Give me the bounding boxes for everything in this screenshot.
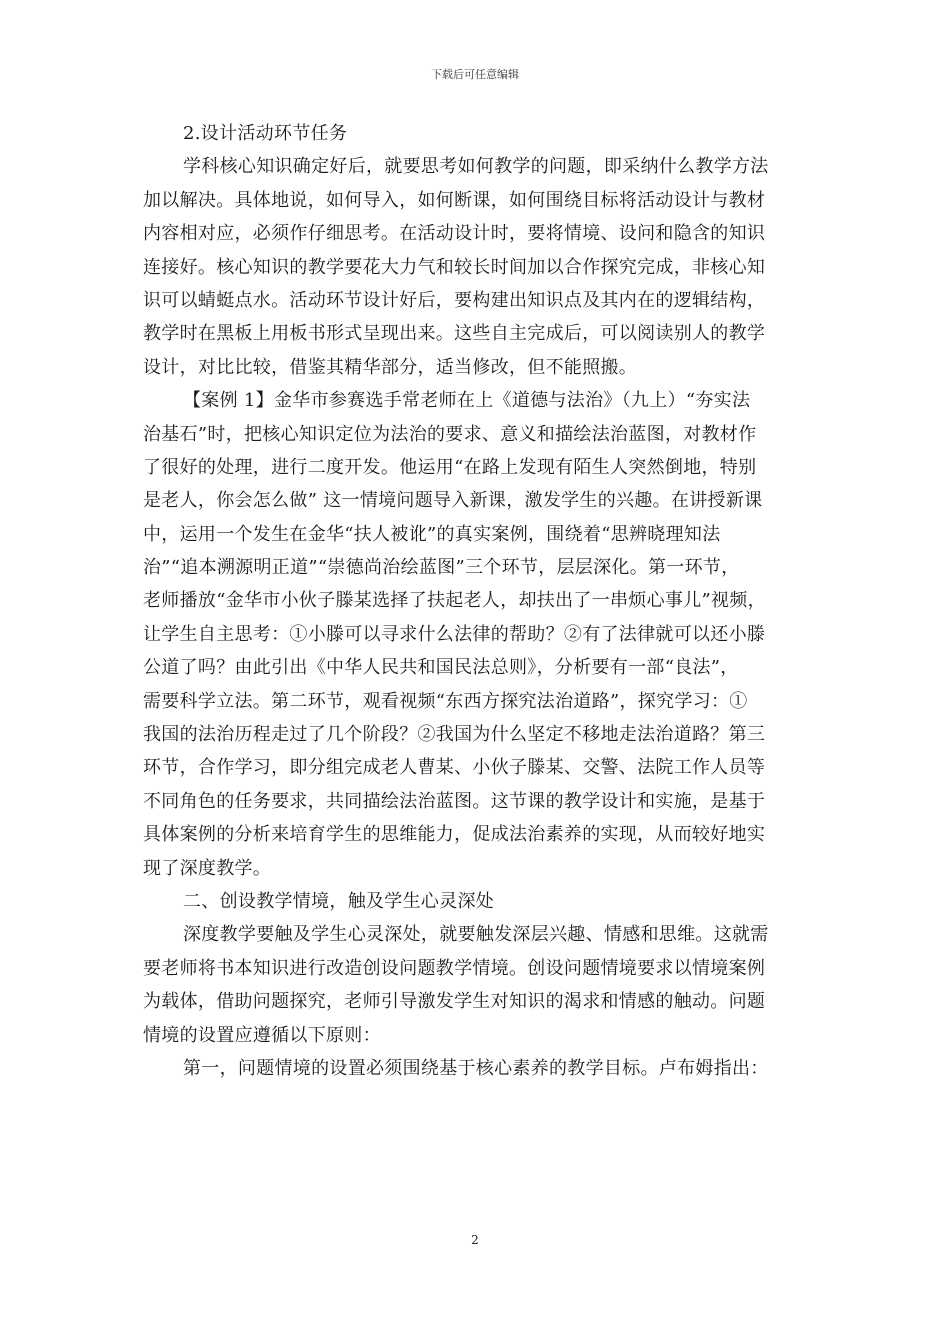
text-line: 是老人，你会怎么做” 这一情境问题导入新课，激发学生的兴趣。在讲授新课 xyxy=(143,490,763,512)
text-line: 【案例 1】金华市参赛选手常老师在上《道德与法治》（九上）“夯实法 xyxy=(183,390,751,412)
text-line: 内容相对应，必须作仔细思考。在活动设计时，要将情境、设问和隐含的知识 xyxy=(143,223,766,245)
text-line: 第一，问题情境的设置必须围绕基于核心素养的教学目标。卢布姆指出： xyxy=(183,1057,769,1079)
text-line: 具体案例的分析来培育学生的思维能力，促成法治素养的实现，从而较好地实 xyxy=(143,824,766,846)
text-line: 情境的设置应遵循以下原则： xyxy=(143,1024,381,1046)
text-line: 治”“追本溯源明正道”“崇德尚治绘蓝图”三个环节，层层深化。第一环节， xyxy=(143,557,740,579)
text-line: 环节，合作学习，即分组完成老人曹某、小伙子滕某、交警、法院工作人员等 xyxy=(143,757,766,779)
text-line: 现了深度教学。 xyxy=(143,857,272,879)
text-line: 为载体，借助问题探究，老师引导激发学生对知识的渴求和情感的触动。问题 xyxy=(143,991,766,1013)
text-line: 识可以蜻蜓点水。活动环节设计好后，要构建出知识点及其内在的逻辑结构， xyxy=(143,289,766,311)
page-header: 下载后可任意编辑 xyxy=(431,68,519,81)
text-line: 老师播放“金华市小伙子滕某选择了扶起老人，却扶出了一串烦心事儿”视频， xyxy=(143,590,766,612)
text-line: 设计，对比比较，借鉴其精华部分，适当修改，但不能照搬。 xyxy=(143,356,638,378)
text-line: 2.设计活动环节任务 xyxy=(183,123,348,144)
text-line: 了很好的处理，进行二度开发。他运用“在路上发现有陌生人突然倒地，特别 xyxy=(143,456,757,478)
text-line: 我国的法治历程走过了几个阶段？②我国为什么坚定不移地走法治道路？第三 xyxy=(143,724,766,746)
text-line: 二、创设教学情境，触及学生心灵深处 xyxy=(183,890,495,912)
text-line: 教学时在黑板上用板书形式呈现出来。这些自主完成后，可以阅读别人的教学 xyxy=(143,323,766,345)
text-line: 治基石”时，把核心知识定位为法治的要求、意义和描绘法治蓝图，对教材作 xyxy=(143,423,757,445)
text-line: 加以解决。具体地说，如何导入，如何断课，如何围绕目标将活动设计与教材 xyxy=(143,189,766,211)
text-line: 不同角色的任务要求，共同描绘法治蓝图。这节课的教学设计和实施，是基于 xyxy=(143,790,766,812)
text-line: 中，运用一个发生在金华“扶人被讹”的真实案例，围绕着“思辨晓理知法 xyxy=(143,523,721,545)
document-body xyxy=(143,117,808,1085)
text-line: 让学生自主思考：①小滕可以寻求什么法律的帮助？②有了法律就可以还小滕 xyxy=(143,623,766,645)
text-line: 连接好。核心知识的教学要花大力气和较长时间加以合作探究完成，非核心知 xyxy=(143,256,766,278)
page-number: 2 xyxy=(471,1233,479,1247)
text-line: 学科核心知识确定好后，就要思考如何教学的问题，即采纳什么教学方法 xyxy=(183,156,769,178)
text-line: 深度教学要触及学生心灵深处，就要触发深层兴趣、情感和思维。这就需 xyxy=(183,924,769,946)
text-line: 公道了吗？由此引出《中华人民共和国民法总则》，分析要有一部“良法”， xyxy=(143,657,739,679)
text-line: 要老师将书本知识进行改造创设问题教学情境。创设问题情境要求以情境案例 xyxy=(143,957,766,979)
text-line: 需要科学立法。第二环节，观看视频“东西方探究法治道路”，探究学习：① xyxy=(143,690,748,712)
